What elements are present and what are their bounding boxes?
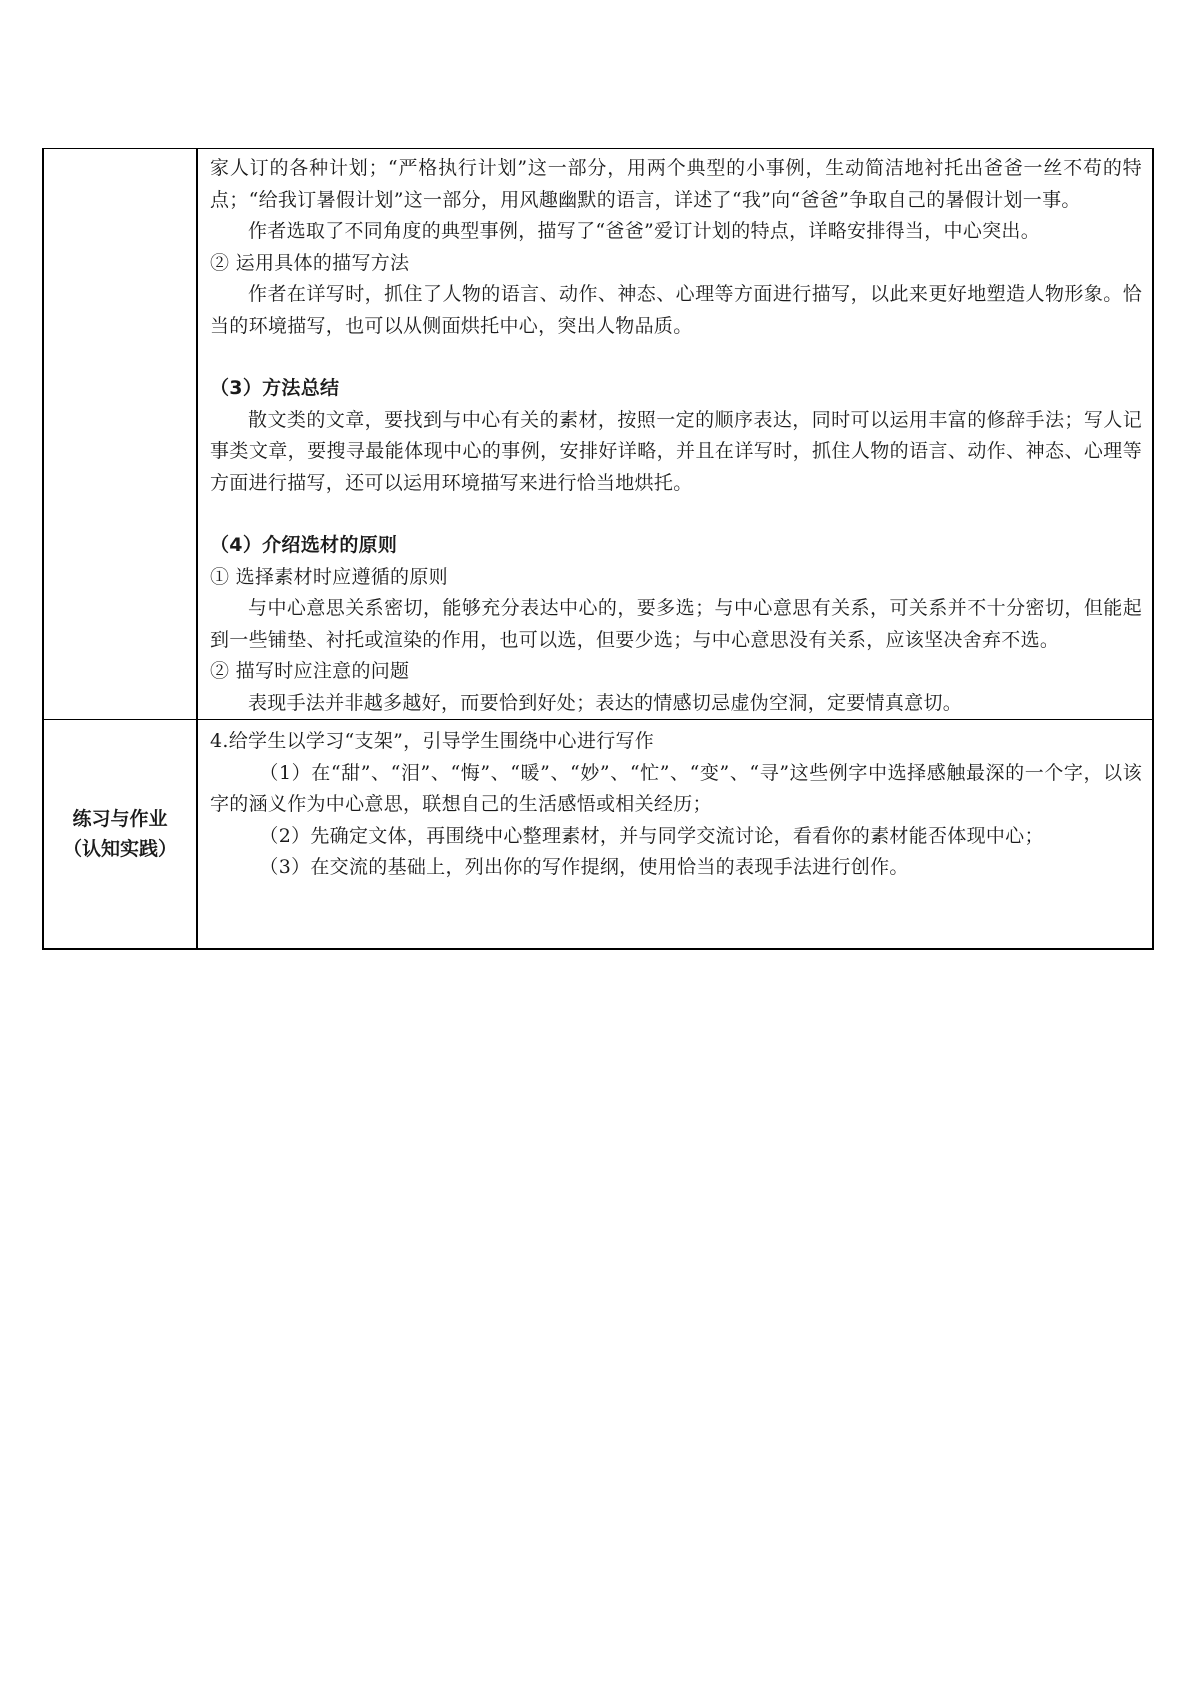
content-cell-homework: [197, 720, 1153, 950]
homework-item-1: （1）在“甜”、“泪”、“悔”、“暖”、“妙”、“忙”、“变”、“寻”这些例字中选择感触最深的一个字，以该字的涵义作为中心意思，联想自己的生活感悟或相关经历；: [210, 761, 1142, 815]
point-selection-principle-title: ① 选择素材时应遵循的原则: [210, 565, 448, 588]
point-selection-principle-body: 与中心意思关系密切，能够充分表达中心的，要多选；与中心意思有关系，可关系并不十分密切，但能起到一些铺垫、衬托或渲染的作用，也可以选，但要少选；与中心意思没有关系，应该坚决舍弃不选。: [210, 597, 1142, 651]
paragraph-plan-details: 家人订的各种计划；“严格执行计划”这一部分，用两个典型的小事例，生动简洁地衬托出爸爸一丝不苟的特点；“给我订暑假计划”这一部分，用风趣幽默的语言，详述了“我”向“爸爸”争取自己的暑假计划一事。: [210, 157, 1142, 211]
homework-item-2: （2）先确定文体，再围绕中心整理素材，并与同学交流讨论，看看你的素材能否体现中心；: [259, 824, 1044, 847]
paragraph-method-summary: 散文类的文章，要找到与中心有关的素材，按照一定的顺序表达，同时可以运用丰富的修辞手法；写人记事类文章，要搜寻最能体现中心的事例，安排好详略，并且在详写时，抓住人物的语言、动作、神态、心理等方面进行描写，还可以运用环境描写来进行恰当地烘托。: [210, 408, 1142, 494]
lesson-plan-table: [42, 148, 1154, 950]
content-cell-method: [197, 149, 1153, 720]
heading-material-principles: （4）介绍选材的原则: [210, 534, 398, 556]
label-homework: 练习与作业: [72, 808, 168, 830]
table-row-homework: [43, 720, 1153, 950]
label-cell-homework: [43, 720, 197, 950]
point-writing-notes-title: ② 描写时应注意的问题: [210, 660, 410, 682]
point-description-method-body: 作者在详写时，抓住了人物的语言、动作、神态、心理等方面进行描写，以此来更好地塑造人物形象。恰当的环境描写，也可以从侧面烘托中心，突出人物品质。: [210, 283, 1142, 337]
homework-item-3: （3）在交流的基础上，列出你的写作提纲，使用恰当的表现手法进行创作。: [259, 856, 909, 878]
point-writing-notes-body: 表现手法并非越多越好，而要恰到好处；表达的情感切忌虚伪空洞，定要情真意切。: [248, 691, 963, 714]
homework-intro: 4.给学生以学习“支架”，引导学生围绕中心进行写作: [210, 730, 655, 752]
heading-method-summary: （3）方法总结: [210, 377, 340, 399]
point-description-method-title: ② 运用具体的描写方法: [210, 251, 410, 274]
label-cell-empty: [43, 149, 197, 720]
label-cognitive-practice: （认知实践）: [62, 838, 177, 860]
spacer: [210, 499, 1142, 530]
paragraph-typical-examples: 作者选取了不同角度的典型事例，描写了“爸爸”爱订计划的特点，详略安排得当，中心突出。: [248, 220, 1041, 242]
spacer: [210, 342, 1142, 373]
table-row-method: [43, 149, 1153, 720]
